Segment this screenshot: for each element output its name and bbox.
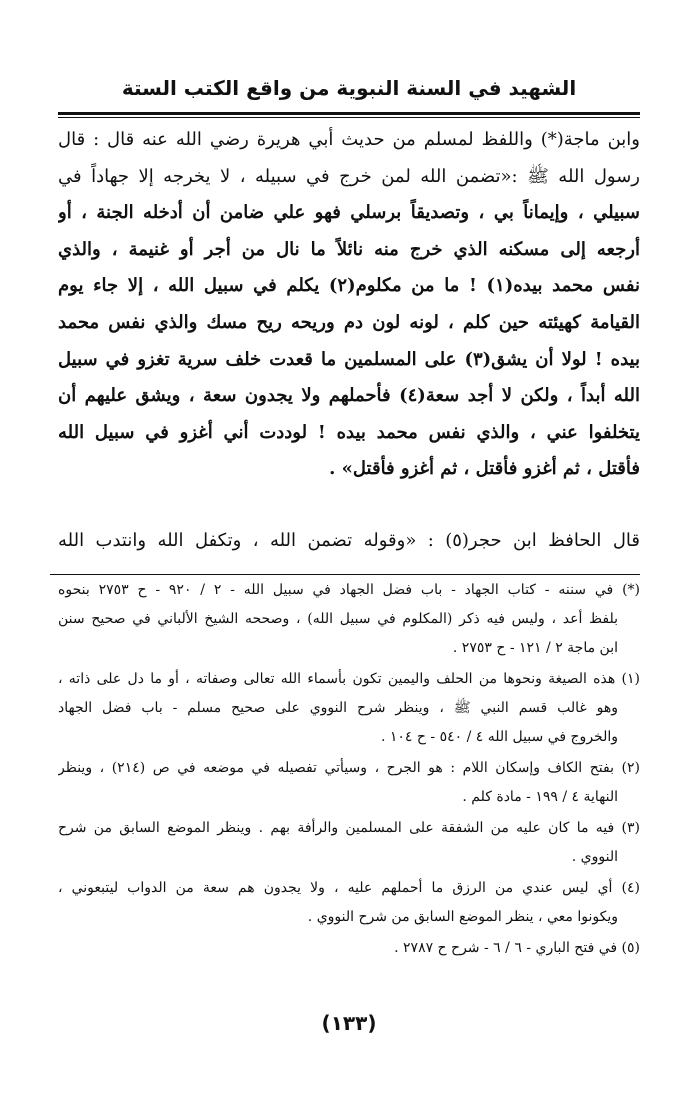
body-line: فأقتل ، ثم أغزو فأقتل ، ثم أغزو فأقتل» . bbox=[329, 458, 640, 480]
body-line: الله أبداً ، ولكن لا أجد سعة(٤) فأحملهم ولا يجدون سعة ، ويشق عليهم أن bbox=[58, 385, 640, 407]
footnote-line: ويكونوا معي ، ينظر الموضع السابق من شرح النووي . bbox=[307, 909, 618, 925]
body-line: القيامة كهيئته حين كلم ، لونه لون دم وريحه ريح مسك والذي نفس محمد bbox=[58, 311, 640, 333]
running-header: الشهيد في السنة النبوية من واقع الكتب الستة bbox=[121, 76, 577, 100]
header-rule-thin bbox=[58, 117, 640, 118]
footnote-marker: (٢) bbox=[621, 760, 640, 776]
footnote-text: بفتح الكاف وإسكان اللام : هو الجرح ، وسيأتي تفصيله في موضعه في ص (٢١٤) ، وينظر bbox=[58, 760, 614, 776]
footnote-marker: (٣) bbox=[621, 820, 640, 836]
footnote-line bbox=[58, 814, 640, 843]
body-line: رسول الله ﷺ :«تضمن الله لمن خرج في سبيله ، لا يخرجه إلا جهاداً في bbox=[58, 165, 640, 187]
body-line: نفس محمد بيده(١) ! ما من مكلوم(٢) يكلم في سبيل الله ، إلا جاء يوم bbox=[58, 275, 640, 297]
footnote-separator bbox=[50, 574, 640, 575]
footnote-text: فيه ما كان عليه من الشفقة على المسلمين والرأفة بهم . وينظر الموضع السابق من شرح bbox=[58, 820, 615, 836]
footnote-line bbox=[58, 874, 640, 903]
footnote bbox=[58, 874, 640, 932]
footnote-line bbox=[58, 576, 640, 605]
footnote-line: النووي . bbox=[571, 849, 618, 865]
footnote-line bbox=[58, 934, 640, 963]
footnote-text: أي ليس عندي من الرزق ما أحملهم عليه ، ولا يجدون هم سعة من الدواب ليتبعوني ، bbox=[58, 880, 613, 896]
footnote-line: ابن ماجة ٢ / ١٢١ - ح ٢٧٥٣ . bbox=[452, 640, 618, 656]
body-line: سبيلي ، وإيماناً بي ، وتصديقاً برسلي فهو علي ضامن أن أدخله الجنة ، أو bbox=[58, 202, 640, 224]
footnote-text: في سننه - كتاب الجهاد - باب فضل الجهاد في سبيل الله - ٢ / ٩٢٠ - ح ٢٧٥٣ بنحوه bbox=[58, 582, 614, 598]
main-text bbox=[58, 122, 640, 488]
footnote-line bbox=[58, 754, 640, 783]
footnotes bbox=[58, 576, 640, 965]
body-line: بيده ! لولا أن يشق(٣) على المسلمين ما قعدت خلف سرية تغزو في سبيل bbox=[58, 348, 640, 370]
body-line: يتخلفوا عني ، والذي نفس محمد بيده ! لوددت أني أغزو في سبيل الله bbox=[58, 421, 640, 443]
page-number: (١٣٣) bbox=[321, 1011, 377, 1035]
footnote-marker: (١) bbox=[621, 671, 640, 687]
footnote bbox=[58, 665, 640, 752]
footnote-line: النهاية ٤ / ١٩٩ - مادة كلم . bbox=[462, 789, 618, 805]
footnote-text: هذه الصيغة ونحوها من الحلف واليمين تكون بأسماء الله تعالى وصفاته ، أو ما دل على ذاته ، bbox=[58, 671, 616, 687]
footnote bbox=[58, 814, 640, 872]
footnote bbox=[58, 576, 640, 663]
footnote-marker: (*) bbox=[622, 582, 640, 598]
footnote-marker: (٤) bbox=[621, 880, 640, 896]
footnote-marker: (٥) bbox=[621, 940, 640, 956]
footnote-line bbox=[58, 665, 640, 694]
body-line: وابن ماجة(*) واللفظ لمسلم من حديث أبي هريرة رضي الله عنه قال : قال bbox=[58, 129, 640, 150]
footnote-text: في فتح الباري - ٦ / ٦ - شرح ح ٢٧٨٧ . bbox=[394, 940, 618, 956]
footnote bbox=[58, 934, 640, 963]
footnote bbox=[58, 754, 640, 812]
header-rule-thick bbox=[58, 112, 640, 115]
footnote-line: وهو غالب قسم النبي ﷺ ، وينظر شرح النووي على صحيح مسلم - باب فضل الجهاد bbox=[58, 700, 618, 716]
quote-line: قال الحافظ ابن حجر(٥) : «وقوله تضمن الله ، وتكفل الله وانتدب الله bbox=[58, 530, 640, 551]
body-line: أرجعه إلى مسكنه الذي خرج منه نائلاً ما نال من أجر أو غنيمة ، والذي bbox=[58, 238, 640, 260]
footnote-line: بلفظ أعد ، وليس فيه ذكر (المكلوم في سبيل الله) ، وصححه الشيخ الألباني في صحيح سنن bbox=[58, 611, 618, 627]
footnote-line: والخروج في سبيل الله ٤ / ٥٤٠ - ح ١٠٤ . bbox=[380, 729, 618, 745]
